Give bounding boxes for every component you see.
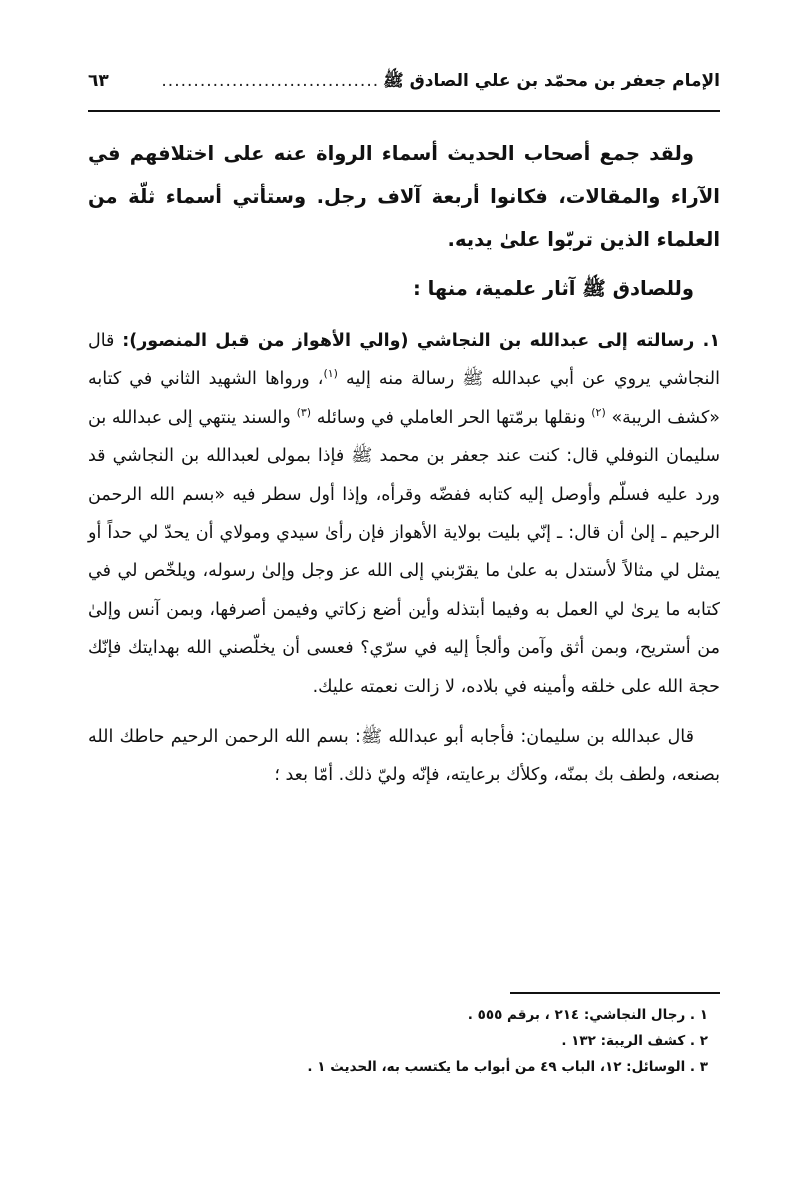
paragraph-letter: [88, 322, 720, 706]
header-rule: [88, 110, 720, 112]
footnote-item: ١ . رجال النجاشي: ٢١٤ ، برقم ٥٥٥ .: [467, 1007, 708, 1023]
paragraph-gap: [88, 706, 720, 718]
footnote-ref-1: (١): [323, 367, 338, 381]
footnote-item: ٢ . كشف الريبة: ١٣٢ .: [561, 1033, 708, 1049]
paragraph-gap: [88, 310, 720, 322]
footnote-item: ٣ . الوسائل: ١٢، الباب ٤٩ من أبواب ما يكتسب به، الحديث ١ .: [307, 1059, 708, 1075]
book-page: [88, 70, 720, 1130]
body-text: [88, 132, 720, 795]
leader-dots: ..................................: [161, 71, 380, 91]
footnote-rule: [510, 992, 720, 994]
running-header: [88, 70, 720, 110]
letter-heading: ١. رسالته إلى عبدالله بن النجاشي (والي الأهواز من قبل المنصور):: [122, 331, 720, 351]
letter-text-3: ونقلها برمّتها الحر العاملي في وسائله: [311, 407, 592, 428]
paragraph-works-intro: وللصادق ﷺ آثار علمية، منها :: [412, 277, 694, 300]
page-number: ٦٣: [88, 71, 109, 91]
letter-text-2: ، ورواها الشهيد الثاني في كتابه «كشف الريبة»: [88, 369, 721, 428]
paragraph-narrators: ولقد جمع أصحاب الحديث أسماء الرواة عنه على اختلافهم في الآراء والمقالات، فكانوا أربعة آلاف رجل. وستأتي أسماء ثلّة من العلماء الذين تربّوا علىٰ يديه.: [88, 142, 720, 251]
footnote-ref-3: (٣): [296, 405, 312, 419]
footnote-ref-2: (٢): [591, 405, 606, 419]
letter-text-4: والسند ينتهي إلى عبدالله بن سليمان النوفلي قال: كنت عند جعفر بن محمد ﷺ فإذا بمولى لعبدالله بن النجاشي قد ورد عليه فسلّم وأوصل إليه كتابه ففضّه وقرأه، وإذا أول سطر فيه «بسم الله الرحمن الرحيم ـ إلىٰ أن قال: ـ إنّي بليت بولاية الأهواز فإن رأىٰ سيدي ومولاي أن يحدّ لي حداً أو يمثل لي مثالاً لأستدل به علىٰ ما يقرّبني إلى الله عز وجل وإلىٰ رسوله، ويلخّص لي في كتابه ما يرىٰ لي العمل به وفيما أبتذله وأين أضع زكاتي وفيمن أصرفها، وبمن آنس وإلىٰ من أستريح، وبمن أثق وآمن وألجأ إليه في سرّي؟ فعسى أن يخلّصني الله بهدايتك فإنّك حجة الله على خلقه وأمينه في بلاده، لا زالت نعمته عليك.: [88, 407, 720, 697]
running-header-title: الإمام جعفر بن محمّد بن علي الصادق ﷺ: [383, 71, 720, 91]
paragraph-reply: قال عبدالله بن سليمان: فأجابه أبو عبدالله ﷺ: بسم الله الرحمن الرحيم حاطك الله بصنعه، ولطف بك بمنّه، وكلأك برعايته، فإنّه وليّ ذلك. أمّا بعد ؛: [88, 727, 720, 786]
footnotes: [88, 992, 720, 1080]
letter-text-1: قال النجاشي يروي عن أبي عبدالله ﷺ رسالة منه إليه: [88, 331, 720, 390]
